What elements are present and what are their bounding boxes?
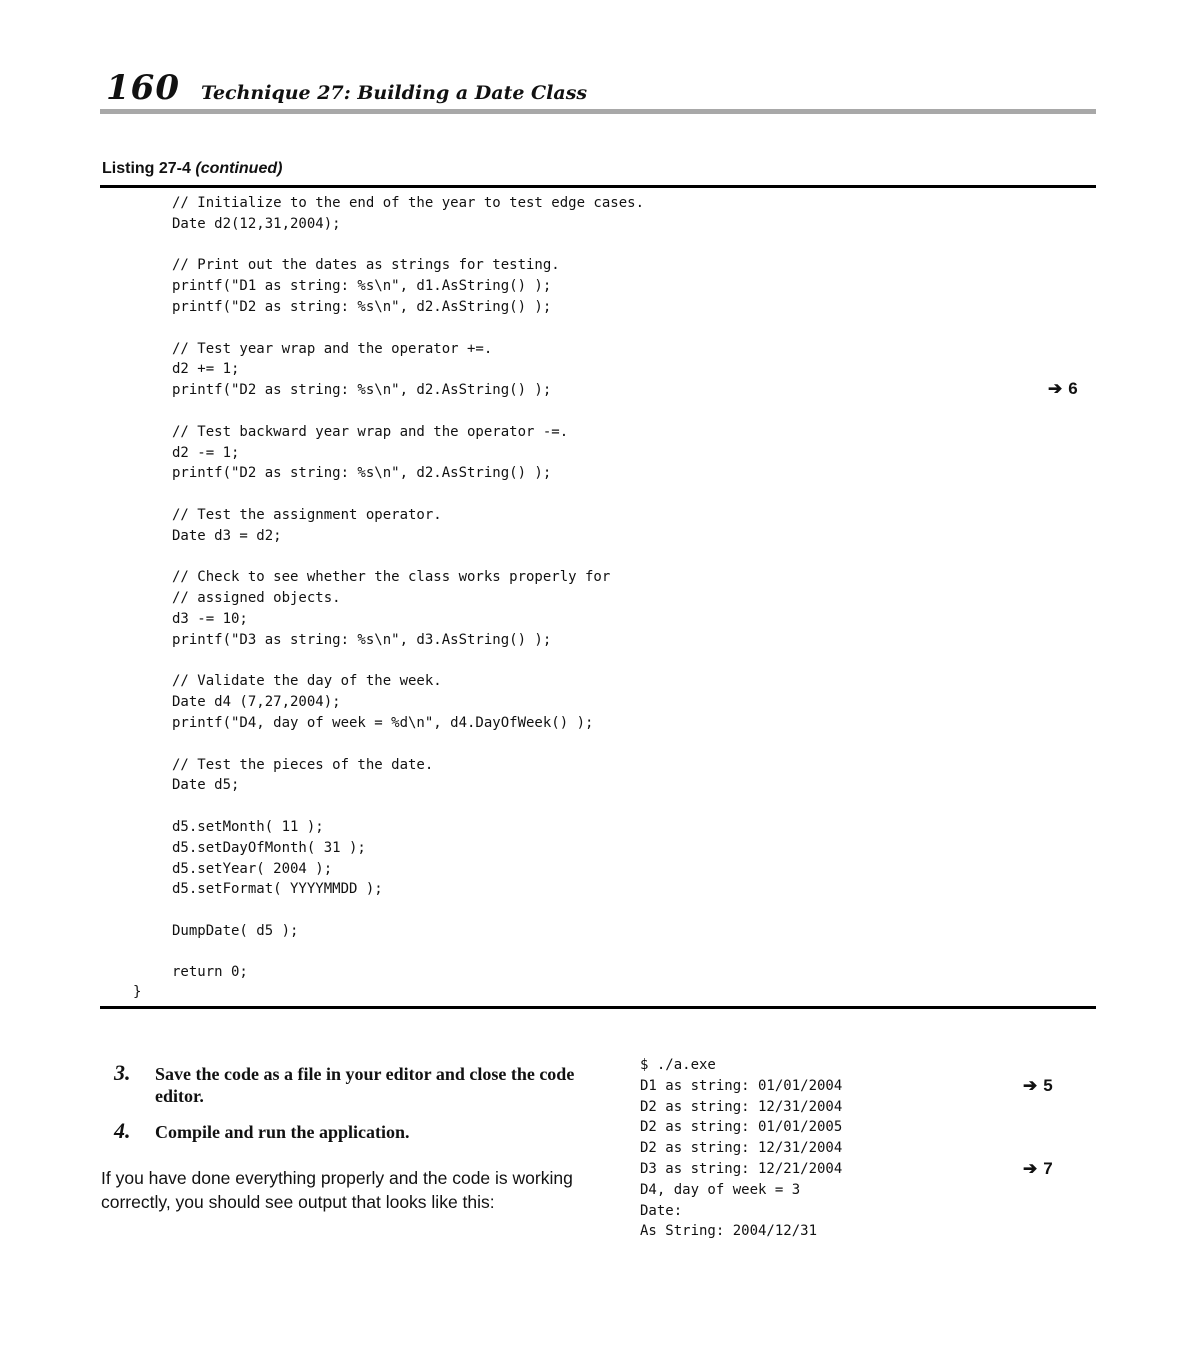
code-line: // Test the pieces of the date. xyxy=(172,756,434,773)
chapter-title: Technique 27: Building a Date Class xyxy=(201,82,588,104)
code-line: return 0; xyxy=(172,964,248,981)
code-line: printf("D2 as string: %s\n", d2.AsString() ); xyxy=(172,382,552,399)
right-arrow-icon: ➔ xyxy=(1048,379,1063,398)
listing-bottom-rule xyxy=(100,1006,1096,1009)
output-line: As String: 2004/12/31 xyxy=(640,1223,818,1240)
marker-7-label: 7 xyxy=(1043,1159,1053,1178)
step-text: Compile and run the application. xyxy=(155,1122,410,1142)
code-line: DumpDate( d5 ); xyxy=(172,922,299,939)
marker-6-label: 6 xyxy=(1068,379,1078,398)
code-line: // Validate the day of the week. xyxy=(172,673,442,690)
code-line: d3 -= 10; xyxy=(172,610,248,627)
code-line: Date d5; xyxy=(172,777,240,794)
code-line: // Initialize to the end of the year to test edge cases. xyxy=(172,195,645,211)
code-line: // Print out the dates as strings for testing. xyxy=(172,257,560,274)
annotation-marker-6 xyxy=(1048,379,1078,399)
code-line: d2 -= 1; xyxy=(172,444,240,461)
annotation-marker-5 xyxy=(1023,1076,1053,1096)
code-listing xyxy=(172,193,644,983)
code-line: // Test backward year wrap and the operator -=. xyxy=(172,423,569,440)
code-line: printf("D3 as string: %s\n", d3.AsString() ); xyxy=(172,631,552,648)
step-text: Save the code as a file in your editor and close the code editor. xyxy=(155,1064,575,1106)
output-line: D1 as string: 01/01/2004 xyxy=(640,1077,843,1094)
code-line: d5.setFormat( YYYYMMDD ); xyxy=(172,881,383,898)
body-paragraph: If you have done everything properly and the code is working correctly, you should see output that looks like this: xyxy=(101,1168,573,1212)
output-line: D2 as string: 12/31/2004 xyxy=(640,1140,843,1157)
code-line: // Test the assignment operator. xyxy=(172,506,442,523)
right-arrow-icon: ➔ xyxy=(1023,1159,1038,1178)
output-line: D2 as string: 12/31/2004 xyxy=(640,1098,843,1115)
code-line: d2 += 1; xyxy=(172,361,240,378)
running-header xyxy=(100,68,1096,118)
code-line: // assigned objects. xyxy=(172,590,341,607)
annotation-marker-7 xyxy=(1023,1159,1053,1179)
code-line: d5.setYear( 2004 ); xyxy=(172,860,333,877)
listing-caption xyxy=(102,160,282,178)
program-output xyxy=(640,1055,842,1242)
output-line: D4, day of week = 3 xyxy=(640,1181,801,1198)
step-number: 3. xyxy=(114,1060,131,1085)
step-number: 4. xyxy=(114,1118,131,1143)
code-line: printf("D4, day of week = %d\n", d4.DayOfWeek() ); xyxy=(172,714,594,731)
code-line: printf("D2 as string: %s\n", d2.AsString() ); xyxy=(172,298,552,315)
code-line: printf("D1 as string: %s\n", d1.AsString() ); xyxy=(172,278,552,295)
output-line: D2 as string: 01/01/2005 xyxy=(640,1119,843,1136)
listing-caption-suffix: (continued) xyxy=(195,160,283,177)
output-line: $ ./a.exe xyxy=(640,1057,716,1073)
marker-5-label: 5 xyxy=(1043,1076,1053,1095)
code-line: Date d3 = d2; xyxy=(172,527,282,544)
output-line: D3 as string: 12/21/2004 xyxy=(640,1160,843,1177)
listing-top-rule xyxy=(100,185,1096,188)
code-line: // Check to see whether the class works properly for xyxy=(172,569,611,586)
code-line: d5.setDayOfMonth( 31 ); xyxy=(172,839,366,856)
code-line: Date d2(12,31,2004); xyxy=(172,215,341,232)
code-line: // Test year wrap and the operator +=. xyxy=(172,340,493,357)
header-rule xyxy=(100,109,1096,114)
output-line: Date: xyxy=(640,1202,683,1219)
closing-brace: } xyxy=(133,984,142,1000)
code-line: d5.setMonth( 11 ); xyxy=(172,818,324,835)
listing-caption-label: Listing 27-4 xyxy=(102,160,191,177)
right-arrow-icon: ➔ xyxy=(1023,1076,1038,1095)
code-line: printf("D2 as string: %s\n", d2.AsString() ); xyxy=(172,465,552,482)
page-number: 160 xyxy=(106,68,180,108)
code-line: Date d4 (7,27,2004); xyxy=(172,694,341,711)
